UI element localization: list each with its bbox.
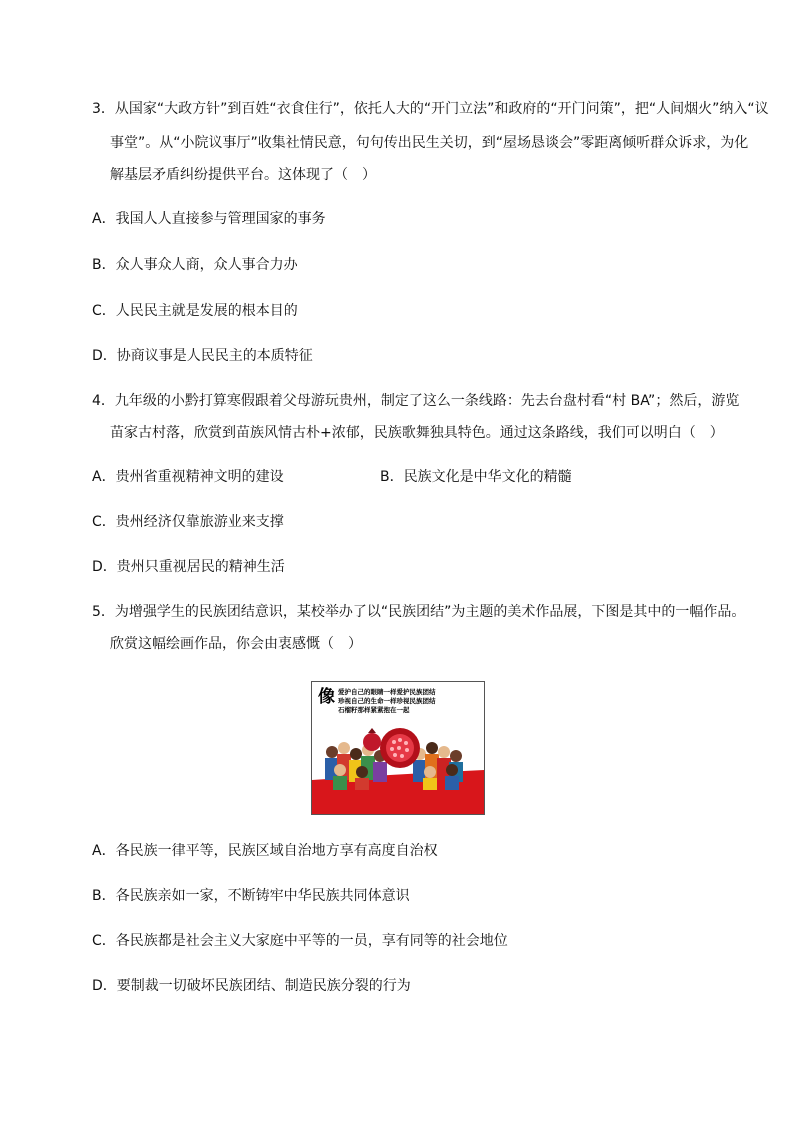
artwork-slogan-line-3: 石榴籽那样紧紧抱在一起 xyxy=(338,706,410,714)
question-3-option-b[interactable]: B．众人事众人商，众人事合力办 xyxy=(92,257,298,273)
question-3-line-3: 解基层矛盾纠纷提供平台。这体现了（ ） xyxy=(110,167,376,183)
question-5-option-b[interactable]: B．各民族亲如一家，不断铸牢中华民族共同体意识 xyxy=(92,888,410,904)
question-4-line-1: 4．九年级的小黔打算寒假跟着父母游玩贵州，制定了这么一条线路：先去台盘村看“村 BA”；然后，游览 xyxy=(92,393,740,409)
question-4-option-c[interactable]: C．贵州经济仅靠旅游业来支撑 xyxy=(92,514,284,530)
question-3-option-a[interactable]: A．我国人人直接参与管理国家的事务 xyxy=(92,211,326,227)
question-4-line-2: 苗家古村落，欣赏到苗族风情古朴+浓郁，民族歌舞独具特色。通过这条路线，我们可以明白（ ） xyxy=(110,425,724,441)
question-4-option-d[interactable]: D．贵州只重视居民的精神生活 xyxy=(92,559,285,575)
question-5-line-2: 欣赏这幅绘画作品，你会由衷感慨（ ） xyxy=(110,636,362,652)
artwork-slogan-line-1: 爱护自己的眼睛一样爱护民族团结 xyxy=(338,688,436,696)
question-3-line-2: 事堂”。从“小院议事厅”收集社情民意，句句传出民生关切，到“屋场恳谈会”零距离倾听群众诉求，为化 xyxy=(110,135,749,151)
question-3-option-d[interactable]: D．协商议事是人民民主的本质特征 xyxy=(92,348,313,364)
artwork-slogan-line-2: 珍视自己的生命一样珍视民族团结 xyxy=(338,697,436,705)
question-5-line-1: 5．为增强学生的民族团结意识，某校举办了以“民族团结”为主题的美术作品展，下图是其中的一幅作品。 xyxy=(92,604,746,620)
question-4-option-b[interactable]: B．民族文化是中华文化的精髓 xyxy=(380,469,572,485)
question-3-option-c[interactable]: C．人民民主就是发展的根本目的 xyxy=(92,303,298,319)
question-5-option-c[interactable]: C．各民族都是社会主义大家庭中平等的一员，享有同等的社会地位 xyxy=(92,933,508,949)
question-5-option-d[interactable]: D．要制裁一切破坏民族团结、制造民族分裂的行为 xyxy=(92,978,411,994)
artwork-big-character: 像 xyxy=(318,687,335,707)
ethnic-unity-artwork xyxy=(311,681,485,815)
question-4-option-a[interactable]: A．贵州省重视精神文明的建设 xyxy=(92,469,284,485)
question-5-option-a[interactable]: A．各民族一律平等，民族区域自治地方享有高度自治权 xyxy=(92,843,438,859)
question-3-line-1: 3．从国家“大政方针”到百姓“衣食住行”，依托人大的“开门立法”和政府的“开门问策”，把“人间烟火”纳入“议 xyxy=(92,101,769,117)
